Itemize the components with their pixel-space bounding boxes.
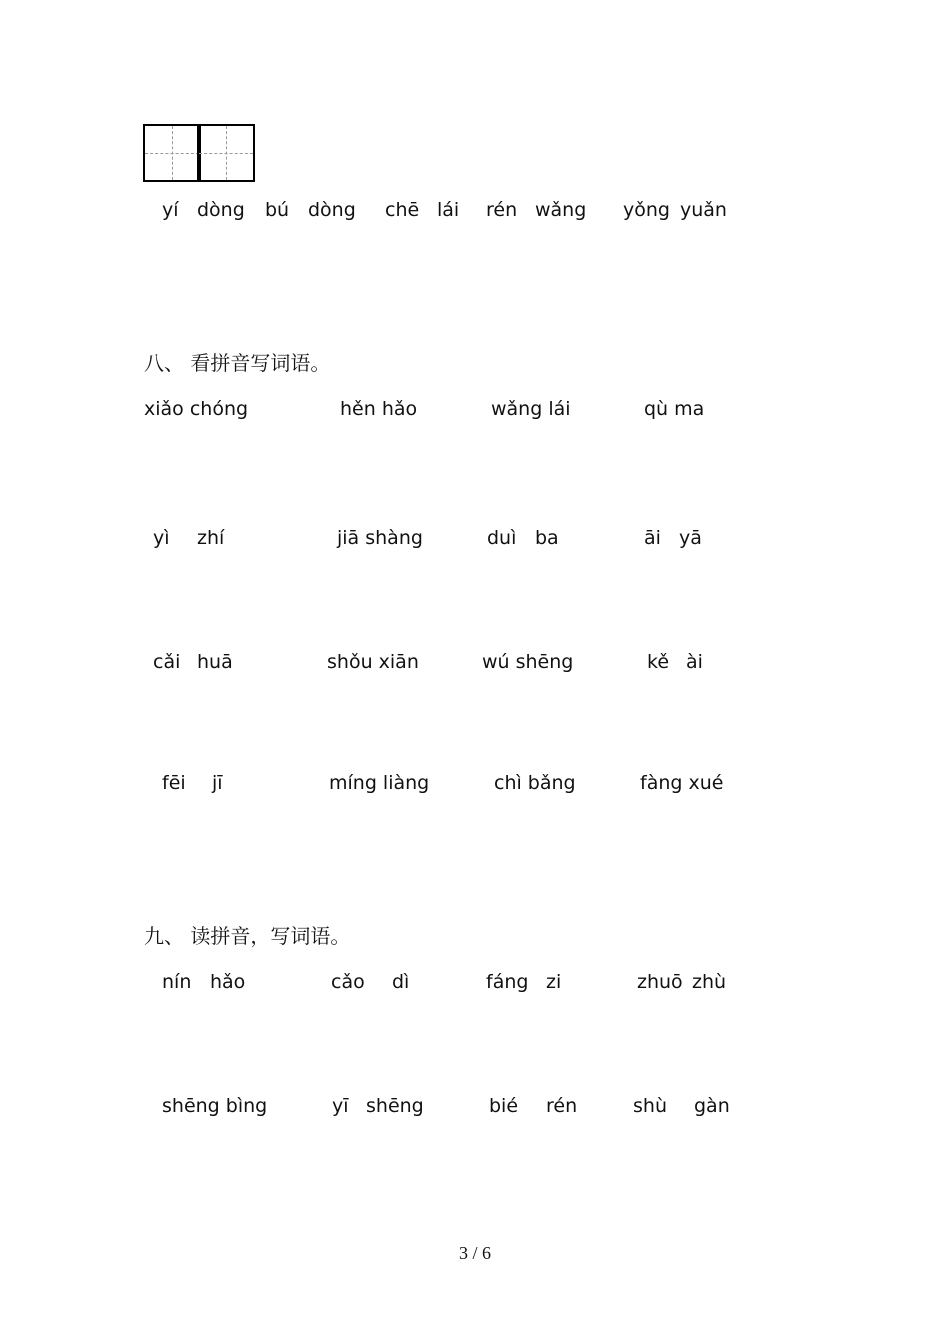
pinyin: zhuō <box>637 971 683 993</box>
pinyin: shǒu xiān <box>327 651 419 673</box>
pinyin: yī <box>332 1095 349 1117</box>
pinyin: gàn <box>694 1095 730 1117</box>
pinyin: shēng <box>366 1095 424 1117</box>
pinyin: míng liàng <box>329 772 430 794</box>
pinyin: dì <box>392 971 410 993</box>
pinyin: qù ma <box>644 398 705 420</box>
pinyin: ài <box>686 651 703 673</box>
pinyin: cǎo <box>331 971 365 993</box>
pinyin: zi <box>546 971 562 993</box>
pinyin: zhù <box>692 971 727 993</box>
pinyin: xiǎo chóng <box>144 398 249 420</box>
writing-cell[interactable] <box>197 124 255 182</box>
pinyin: yā <box>679 527 702 549</box>
pinyin: fáng <box>486 971 529 993</box>
pinyin: chì bǎng <box>494 772 576 794</box>
pinyin: kě <box>647 651 670 673</box>
writing-cell[interactable] <box>143 124 201 182</box>
pinyin: bú <box>265 199 290 221</box>
pinyin: hěn hǎo <box>340 398 418 420</box>
pinyin: zhí <box>197 527 225 549</box>
pinyin: lái <box>437 199 460 221</box>
pinyin: wǎng lái <box>491 398 571 420</box>
pinyin: rén <box>486 199 518 221</box>
section-heading: 九、 读拼音，写词语。 <box>144 924 351 948</box>
pinyin: hǎo <box>210 971 246 993</box>
pinyin: jiā shàng <box>337 527 423 549</box>
pinyin: yì <box>153 527 170 549</box>
pinyin: shēng bìng <box>162 1095 268 1117</box>
pinyin: bié <box>489 1095 519 1117</box>
pinyin: wú shēng <box>482 651 574 673</box>
pinyin: cǎi <box>153 651 181 673</box>
pinyin: āi <box>644 527 661 549</box>
page-number: 3 / 6 <box>458 1243 491 1263</box>
pinyin: dòng <box>197 199 245 221</box>
pinyin: chē <box>385 199 420 221</box>
pinyin: fàng xué <box>640 772 724 794</box>
section-heading: 八、 看拼音写词语。 <box>144 351 331 375</box>
pinyin: wǎng <box>535 199 587 221</box>
pinyin: ba <box>535 527 559 549</box>
writing-grid <box>143 124 255 180</box>
pinyin: yuǎn <box>680 199 727 221</box>
pinyin: dòng <box>308 199 356 221</box>
pinyin: fēi <box>162 772 186 794</box>
pinyin: nín <box>162 971 192 993</box>
pinyin: yí <box>162 199 179 221</box>
pinyin: yǒng <box>623 199 670 221</box>
pinyin: shù <box>633 1095 667 1117</box>
pinyin: huā <box>197 651 233 673</box>
pinyin: duì <box>487 527 517 549</box>
pinyin: jī <box>212 772 223 794</box>
pinyin: rén <box>546 1095 578 1117</box>
